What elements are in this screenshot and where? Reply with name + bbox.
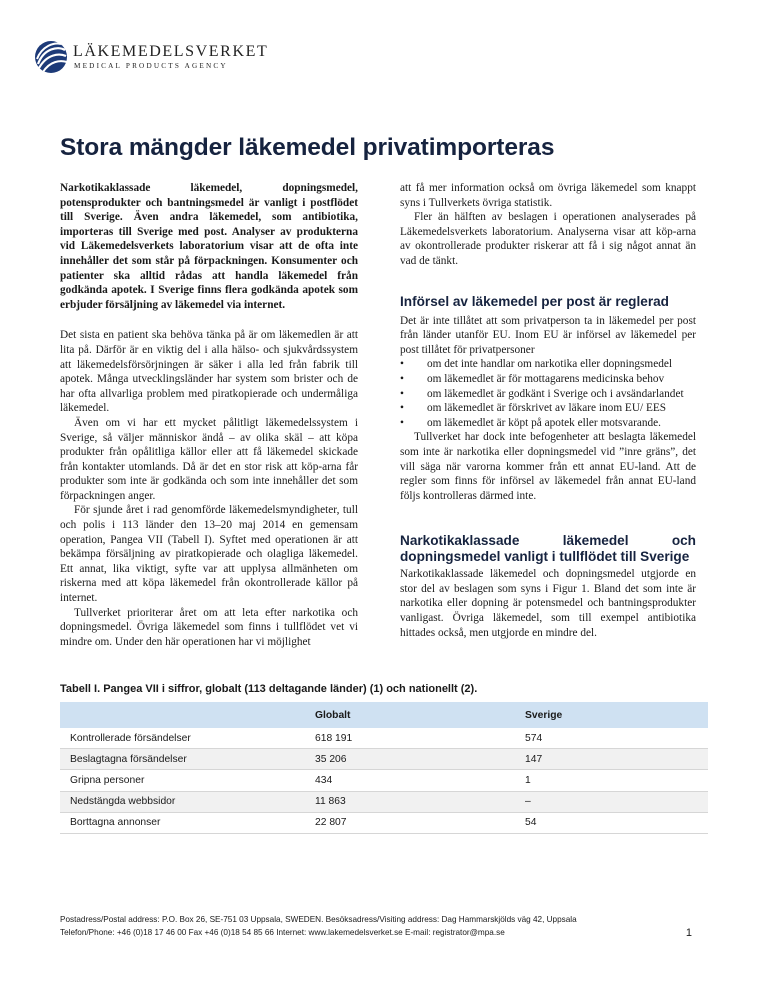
org-name: LÄKEMEDELSVERKET: [73, 43, 269, 60]
list-item: • om läkemedlet är köpt på apotek eller motsvarande.: [400, 416, 696, 431]
table-row: [60, 728, 708, 749]
table-cell: 147: [515, 749, 708, 770]
lead-paragraph: Narkotikaklassade läkemedel, dopningsmedel, potensprodukter och bantningsmedel är vanligt i postflödet till Sverige. Även andra läkemedel, som antibiotika, importeras till Sverige med post. Analyser av produkterna vid Läkemedelsverkets laboratorium visar att de ofta inte innehåller det som står på förpackningen. Konsumenter och patienter ska alltid rådas att handla läkemedel från godkända apotek. I Sverige finns flera godkända apotek som erbjuder försäljning av läkemedel via internet.: [60, 182, 358, 311]
list-item: • om läkemedlet är godkänt i Sverige och i avsändarlandet: [400, 387, 696, 402]
table-header-row: [60, 702, 708, 728]
page-number: 1: [685, 927, 692, 939]
table-cell: 1: [515, 770, 708, 791]
table-cell: –: [515, 791, 708, 812]
org-subtitle: MEDICAL PRODUCTS AGENCY: [74, 62, 228, 70]
section-heading: Narkotikaklassade läkemedel och dopningsmedel vanligt i tullflödet till Sverige: [400, 533, 696, 565]
table-cell: 434: [305, 770, 515, 791]
body-paragraph: Det sista en patient ska behöva tänka på är om läkemedlen är att lita på. Därför är en viktig del i alla hälso- och sjukvårdssystem att läkemedelsförsörjningen är säker i alla led från fabrik till apotek. Många utvecklingsländer har system som brister och de har ofta allvarliga problem med piratkopierade och undermåliga läkemedel.: [60, 329, 358, 415]
body-paragraph: Narkotikaklassade läkemedel och dopningsmedel utgjorde en stor del av beslagen som syns i Figur 1. Bland det som inte är narkotika eller dopning är potensmedel och bantningsprodukter vanligast. Övriga läkemedel, som till exempel antibiotika hittades också, men utgjorde en mindre del.: [400, 568, 696, 639]
agency-sphere-logo-icon: [34, 40, 68, 74]
list-item: • om det inte handlar om narkotika eller dopningsmedel: [400, 357, 696, 372]
table-row: [60, 749, 708, 770]
table-cell: Beslagtagna försändelser: [60, 749, 305, 770]
left-column: [60, 181, 358, 649]
column-header: Sverige: [515, 702, 708, 728]
table-row: [60, 791, 708, 812]
table-row: [60, 812, 708, 833]
bullet-list: [400, 357, 696, 430]
table-cell: Borttagna annonser: [60, 812, 305, 833]
table-cell: Nedstängda webbsidor: [60, 791, 305, 812]
body-paragraph: Det är inte tillåtet att som privatperson ta in läkemedel per post från länder utanför EU. Inom EU är införsel av läkemedel per post tillåtet för privatpersoner: [400, 314, 696, 356]
body-paragraph: Även om vi har ett mycket pålitligt läkemedelssystem i Sverige, så väljer människor ändå – av olika skäl – att köpa produkter från opålitliga källor eller att få läkemedel skickade från kontakter utomlands. Då är det en stor risk att köp-arna får produkter som inte är godkända och som inte innehåller det som förpackningen anger.: [60, 416, 358, 502]
body-paragraph: att få mer information också om övriga läkemedel som knappt syns i Tullverkets övriga statistik.: [400, 182, 696, 209]
list-item: • om läkemedlet är för mottagarens medicinska behov: [400, 372, 696, 387]
page-title: Stora mängder läkemedel privatimporteras: [60, 134, 555, 161]
table-cell: Kontrollerade försändelser: [60, 728, 305, 749]
table-caption: Tabell I. Pangea VII i siffror, globalt (113 deltagande länder) (1) och nationellt (2).: [60, 683, 478, 695]
list-item: • om läkemedlet är förskrivet av läkare inom EU/ EES: [400, 401, 696, 416]
table-cell: 11 863: [305, 791, 515, 812]
footer-contact: Telefon/Phone: +46 (0)18 17 46 00 Fax +46 (0)18 54 85 66 Internet: www.lakemedelsverket.se E-mail: registrator@mpa.se: [60, 927, 505, 937]
body-paragraph: För sjunde året i rad genomförde läkemedelsmyndigheter, tull och polis i 113 länder den 13–20 maj 2014 en gemensam operation, Pangea VII (Tabell I). Syftet med operationen är att bekämpa försäljning av piratkopierade och olagliga läkemedel. Ett annat, lika viktigt, syfte var att upplysa allmänheten om riskerna med att köpa läkemedel från okontrollerade källor på internet.: [60, 504, 358, 605]
page-footer: [60, 914, 577, 939]
table-cell: 22 807: [305, 812, 515, 833]
body-paragraph: Fler än hälften av beslagen i operationen analyserades på Läkemedelsverkets laboratorium. Analyserna visar att köp-arna av okontrollerade produkter riskerar att få i sig något annat än vad de tänkt.: [400, 211, 696, 267]
pangea-table: [60, 702, 708, 834]
body-paragraph: Tullverket prioriterar året om att leta efter narkotika och dopningsmedel. Övriga läkemedel som finns i tullflödet vet vi mindre om. Under den här operationen har vi möjlighet: [60, 606, 358, 648]
footer-address: Postadress/Postal address: P.O. Box 26, SE-751 03 Uppsala, SWEDEN. Besöksadress/Visiting address: Dag Hammarskjölds väg 42, Uppsala: [60, 915, 577, 924]
table-cell: Gripna personer: [60, 770, 305, 791]
column-header: [60, 702, 305, 728]
section-heading: Införsel av läkemedel per post är reglerad: [400, 293, 669, 309]
table-cell: 35 206: [305, 749, 515, 770]
table-row: [60, 770, 708, 791]
agency-logo: [34, 40, 268, 76]
table-cell: 54: [515, 812, 708, 833]
body-paragraph: Tullverket har dock inte befogenheter att beslagta läkemedel som inte är narkotika eller dopningsmedel vid ”inre gräns”, det vill säga när varorna kommer från ett annat EU-land. Att de regler som finns för införsel av läkemedel från annat EU-land följs kontrolleras därmed inte.: [400, 431, 696, 502]
right-column: [400, 181, 696, 640]
column-header: Globalt: [305, 702, 515, 728]
table-cell: 574: [515, 728, 708, 749]
table-cell: 618 191: [305, 728, 515, 749]
